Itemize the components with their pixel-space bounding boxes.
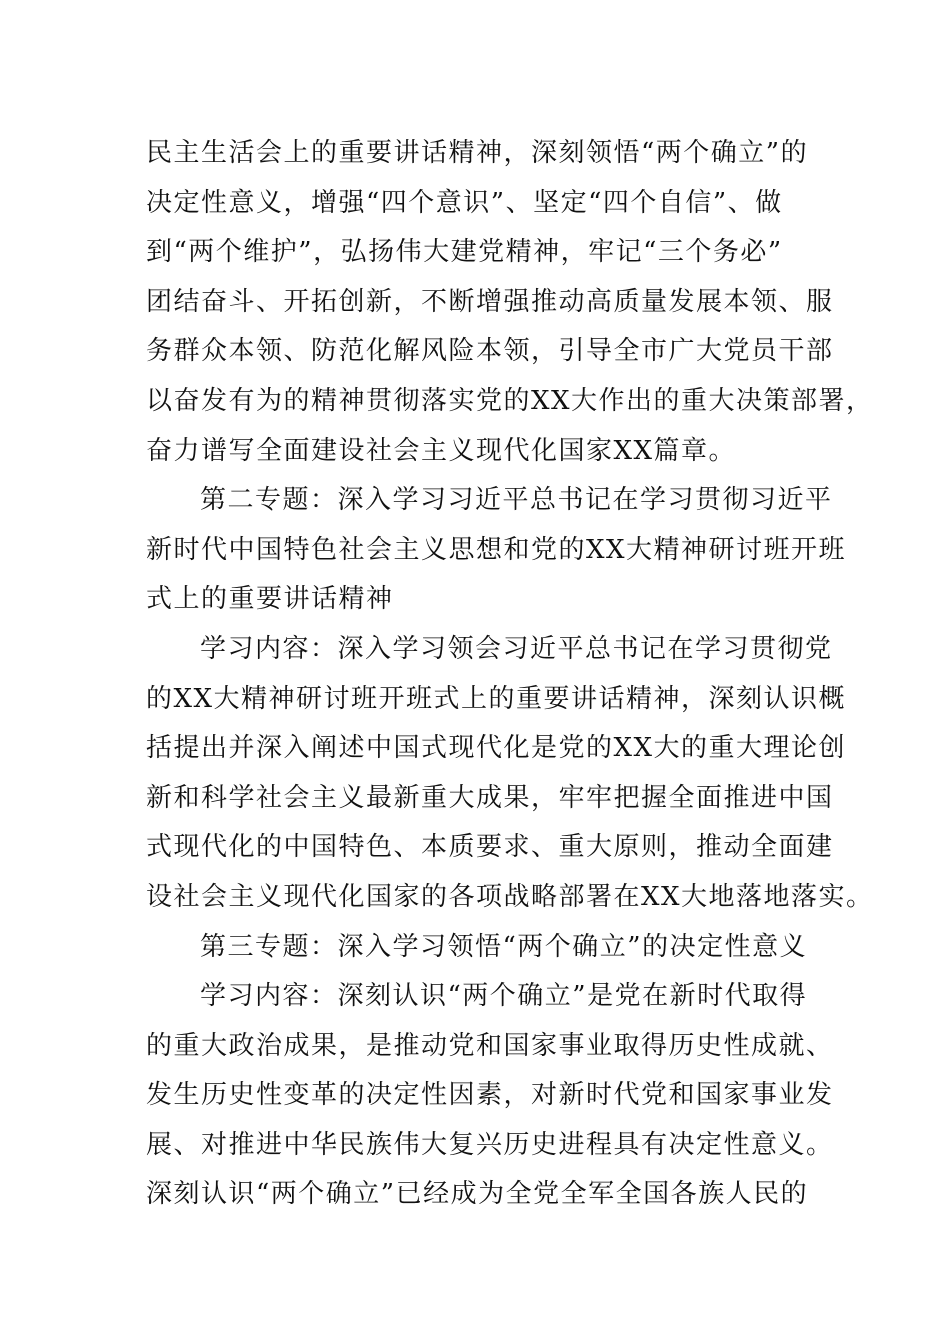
text-line: 展、对推进中华民族伟大复兴历史进程具有决定性意义。 [146,1129,834,1160]
text-line: 括提出并深入阐述中国式现代化是党的XX大的重大理论创 [146,733,847,764]
section-heading-line: 式上的重要讲话精神 [146,584,394,615]
text-line: 到“两个维护”，弘扬伟大建党精神，牢记“三个务必” [146,237,783,268]
text-line: 的XX大精神研讨班开班式上的重要讲话精神，深刻认识概 [146,683,847,714]
section-heading-line: 新时代中国特色社会主义思想和党的XX大精神研讨班开班 [146,534,847,565]
text-line: 式现代化的中国特色、本质要求、重大原则，推动全面建 [146,832,834,863]
text-line: 奋力谱写全面建设社会主义现代化国家XX篇章。 [146,435,737,466]
text-line: 学习内容：深入学习领会习近平总书记在学习贯彻党 [200,633,833,664]
text-line: 发生历史性变革的决定性因素，对新时代党和国家事业发 [146,1080,834,1111]
document-body [146,129,874,1220]
text-line: 决定性意义，增强“四个意识”、坚定“四个自信”、做 [146,187,783,218]
text-line: 的重大政治成果，是推动党和国家事业取得历史性成就、 [146,1030,834,1061]
text-line: 新和科学社会主义最新重大成果，牢牢把握全面推进中国 [146,782,834,813]
text-line: 民主生活会上的重要讲话精神，深刻领悟“两个确立”的 [146,138,809,168]
text-line: 以奋发有为的精神贯彻落实党的XX大作出的重大决策部署， [146,385,874,416]
text-line: 团结奋斗、开拓创新，不断增强推动高质量发展本领、服 [146,286,834,317]
text-line: 学习内容：深刻认识“两个确立”是党在新时代取得 [200,981,808,1012]
section-heading-line: 第三专题：深入学习领悟“两个确立”的决定性意义 [200,931,808,962]
text-line: 务群众本领、防范化解风险本领，引导全市广大党员干部 [146,336,834,367]
text-line: 深刻认识“两个确立”已经成为全党全军全国各族人民的 [146,1179,809,1210]
section-heading-line: 第二专题：深入学习习近平总书记在学习贯彻习近平 [200,485,833,516]
text-line: 设社会主义现代化国家的各项战略部署在XX大地落地落实。 [146,881,874,912]
